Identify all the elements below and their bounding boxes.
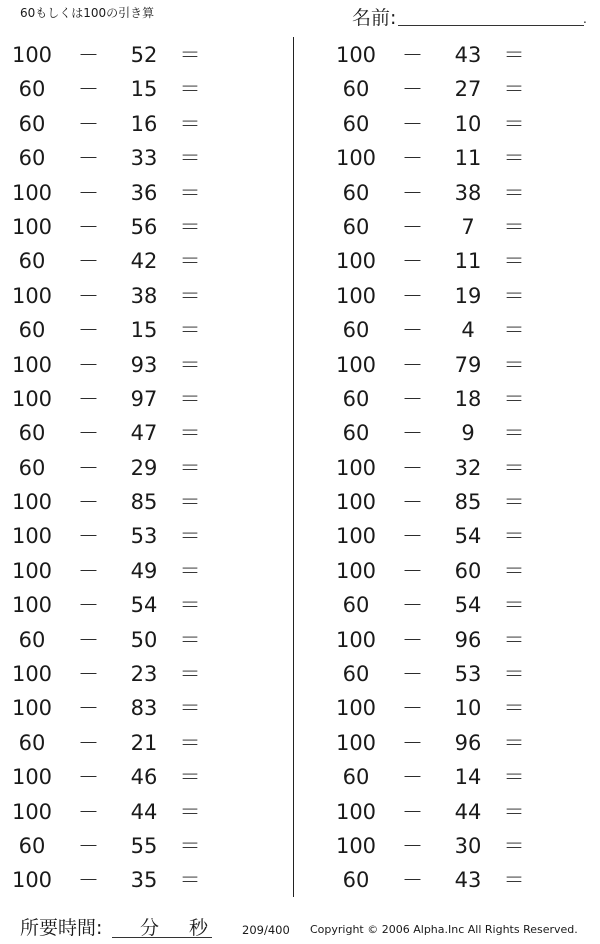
minus-sign: －	[78, 868, 99, 893]
subtrahend: 55	[130, 833, 158, 858]
problem-row	[6, 691, 236, 725]
subtrahend: 50	[130, 627, 158, 652]
minuend: 100	[11, 765, 53, 790]
problem-row	[330, 829, 560, 863]
equals-sign: ＝	[179, 352, 201, 377]
minuend: 100	[335, 283, 377, 308]
minuend: 60	[342, 765, 370, 790]
minus-sign: －	[78, 77, 99, 102]
minus-sign: －	[78, 593, 99, 618]
minus-sign: －	[402, 421, 423, 446]
minus-sign: －	[78, 455, 99, 480]
equals-sign: ＝	[179, 662, 201, 687]
subtrahend: 16	[130, 111, 158, 136]
minus-sign: －	[78, 524, 99, 549]
subtrahend: 35	[130, 868, 158, 893]
minus-sign: －	[402, 627, 423, 652]
problem-row	[6, 38, 236, 72]
minus-sign: －	[402, 868, 423, 893]
equals-sign: ＝	[179, 868, 201, 893]
equals-sign: ＝	[179, 111, 201, 136]
minuend: 100	[11, 662, 53, 687]
minus-sign: －	[78, 214, 99, 239]
problem-row	[330, 863, 560, 897]
problem-row	[6, 554, 236, 588]
minuend: 60	[18, 421, 46, 446]
problem-row	[6, 348, 236, 382]
minuend: 100	[11, 799, 53, 824]
minus-sign: －	[402, 386, 423, 411]
problem-row	[6, 72, 236, 106]
minus-sign: －	[78, 696, 99, 721]
equals-sign: ＝	[503, 696, 525, 721]
equals-sign: ＝	[503, 627, 525, 652]
minuend: 60	[342, 214, 370, 239]
problem-row	[6, 210, 236, 244]
minus-sign: －	[402, 111, 423, 136]
equals-sign: ＝	[179, 214, 201, 239]
worksheet-title: 60もしくは100の引き算	[20, 6, 155, 20]
equals-sign: ＝	[503, 180, 525, 205]
subtrahend: 10	[454, 696, 482, 721]
subtrahend: 96	[454, 730, 482, 755]
minus-sign: －	[78, 490, 99, 515]
page-number: 209/400	[242, 923, 290, 937]
subtrahend: 56	[130, 214, 158, 239]
equals-sign: ＝	[179, 765, 201, 790]
subtrahend: 54	[454, 524, 482, 549]
minus-sign: －	[402, 765, 423, 790]
problem-row	[330, 107, 560, 141]
minus-sign: －	[78, 386, 99, 411]
minus-sign: －	[78, 730, 99, 755]
subtrahend: 42	[130, 249, 158, 274]
problem-row	[6, 863, 236, 897]
minuend: 60	[18, 833, 46, 858]
subtrahend: 54	[130, 593, 158, 618]
problem-row	[330, 485, 560, 519]
problem-row	[330, 72, 560, 106]
minus-sign: －	[78, 249, 99, 274]
problem-column-right	[330, 38, 560, 898]
problem-row	[330, 760, 560, 794]
minuend: 100	[335, 833, 377, 858]
problem-row	[330, 416, 560, 450]
problem-row	[330, 691, 560, 725]
minus-sign: －	[402, 593, 423, 618]
equals-sign: ＝	[179, 180, 201, 205]
equals-sign: ＝	[179, 490, 201, 515]
minus-sign: －	[78, 558, 99, 583]
minus-sign: －	[402, 77, 423, 102]
minuend: 100	[11, 868, 53, 893]
subtrahend: 54	[454, 593, 482, 618]
subtrahend: 9	[461, 421, 475, 446]
subtrahend: 85	[454, 490, 482, 515]
equals-sign: ＝	[503, 593, 525, 618]
minuend: 100	[11, 593, 53, 618]
equals-sign: ＝	[179, 455, 201, 480]
minuend: 100	[335, 558, 377, 583]
problem-row	[6, 279, 236, 313]
subtrahend: 53	[454, 662, 482, 687]
name-field-line[interactable]	[398, 25, 584, 26]
subtrahend: 30	[454, 833, 482, 858]
subtrahend: 46	[130, 765, 158, 790]
problem-row	[330, 623, 560, 657]
minuend: 60	[18, 627, 46, 652]
minuend: 100	[11, 490, 53, 515]
minuend: 100	[335, 730, 377, 755]
subtrahend: 10	[454, 111, 482, 136]
minus-sign: －	[78, 283, 99, 308]
problem-row	[330, 348, 560, 382]
equals-sign: ＝	[179, 146, 201, 171]
equals-sign: ＝	[503, 455, 525, 480]
equals-sign: ＝	[503, 799, 525, 824]
minuend: 100	[11, 214, 53, 239]
equals-sign: ＝	[179, 696, 201, 721]
minus-sign: －	[402, 490, 423, 515]
equals-sign: ＝	[503, 421, 525, 446]
problem-row	[6, 726, 236, 760]
equals-sign: ＝	[179, 421, 201, 446]
problem-row	[330, 451, 560, 485]
subtrahend: 32	[454, 455, 482, 480]
minuend: 100	[335, 249, 377, 274]
minus-sign: －	[78, 111, 99, 136]
subtrahend: 44	[130, 799, 158, 824]
equals-sign: ＝	[179, 833, 201, 858]
subtrahend: 79	[454, 352, 482, 377]
equals-sign: ＝	[503, 524, 525, 549]
minuend: 100	[11, 352, 53, 377]
minuend: 60	[342, 318, 370, 343]
minuend: 60	[342, 662, 370, 687]
minuend: 100	[11, 180, 53, 205]
problem-row	[6, 760, 236, 794]
minus-sign: －	[402, 180, 423, 205]
subtrahend: 11	[454, 249, 482, 274]
equals-sign: ＝	[503, 833, 525, 858]
seconds-label: 秒	[189, 917, 209, 939]
minus-sign: －	[402, 352, 423, 377]
minuend: 60	[342, 180, 370, 205]
subtrahend: 4	[461, 318, 475, 343]
minuend: 60	[342, 386, 370, 411]
problem-row	[6, 313, 236, 347]
minus-sign: －	[78, 799, 99, 824]
subtrahend: 53	[130, 524, 158, 549]
subtrahend: 43	[454, 43, 482, 67]
equals-sign: ＝	[179, 318, 201, 343]
minuend: 100	[335, 490, 377, 515]
minus-sign: －	[78, 180, 99, 205]
problem-row	[6, 795, 236, 829]
subtrahend: 33	[130, 146, 158, 171]
minuend: 60	[342, 593, 370, 618]
minuend: 60	[18, 249, 46, 274]
minus-sign: －	[402, 214, 423, 239]
problem-row	[330, 795, 560, 829]
minus-sign: －	[402, 43, 423, 67]
equals-sign: ＝	[503, 146, 525, 171]
subtrahend: 23	[130, 662, 158, 687]
equals-sign: ＝	[503, 765, 525, 790]
minus-sign: －	[78, 318, 99, 343]
problem-row	[330, 588, 560, 622]
problem-row	[330, 38, 560, 72]
name-label: 名前:	[352, 7, 397, 29]
name-line-end-dot: .	[583, 12, 587, 26]
problem-row	[330, 382, 560, 416]
subtrahend: 97	[130, 386, 158, 411]
minus-sign: －	[402, 318, 423, 343]
minuend: 100	[335, 43, 377, 67]
minuend: 60	[18, 730, 46, 755]
problem-row	[330, 726, 560, 760]
problem-row	[6, 588, 236, 622]
minus-sign: －	[402, 799, 423, 824]
subtrahend: 85	[130, 490, 158, 515]
subtrahend: 43	[454, 868, 482, 893]
minus-sign: －	[402, 833, 423, 858]
minuend: 60	[18, 318, 46, 343]
subtrahend: 7	[461, 214, 475, 239]
equals-sign: ＝	[179, 524, 201, 549]
minus-sign: －	[402, 524, 423, 549]
problem-row	[330, 141, 560, 175]
subtrahend: 96	[454, 627, 482, 652]
minuend: 100	[335, 524, 377, 549]
equals-sign: ＝	[179, 43, 201, 67]
equals-sign: ＝	[179, 558, 201, 583]
minuend: 100	[11, 524, 53, 549]
minus-sign: －	[402, 730, 423, 755]
subtrahend: 47	[130, 421, 158, 446]
problem-row	[6, 107, 236, 141]
minus-sign: －	[402, 662, 423, 687]
problem-row	[330, 176, 560, 210]
equals-sign: ＝	[503, 558, 525, 583]
subtrahend: 36	[130, 180, 158, 205]
subtrahend: 83	[130, 696, 158, 721]
subtrahend: 38	[130, 283, 158, 308]
equals-sign: ＝	[503, 43, 525, 67]
column-divider	[293, 37, 294, 897]
minuend: 100	[335, 455, 377, 480]
problem-row	[6, 451, 236, 485]
subtrahend: 52	[130, 43, 158, 67]
problem-row	[6, 382, 236, 416]
problem-row	[6, 829, 236, 863]
equals-sign: ＝	[503, 214, 525, 239]
minuend: 100	[335, 627, 377, 652]
problem-row	[330, 210, 560, 244]
equals-sign: ＝	[179, 799, 201, 824]
minus-sign: －	[78, 146, 99, 171]
minuend: 100	[11, 386, 53, 411]
problem-row	[6, 141, 236, 175]
equals-sign: ＝	[503, 662, 525, 687]
problem-column-left	[6, 38, 236, 898]
minus-sign: －	[78, 662, 99, 687]
minus-sign: －	[402, 696, 423, 721]
minuend: 60	[342, 111, 370, 136]
subtrahend: 19	[454, 283, 482, 308]
problem-row	[6, 623, 236, 657]
minus-sign: －	[78, 627, 99, 652]
equals-sign: ＝	[503, 730, 525, 755]
minutes-label: 分	[140, 917, 160, 939]
minus-sign: －	[402, 249, 423, 274]
subtrahend: 93	[130, 352, 158, 377]
equals-sign: ＝	[503, 386, 525, 411]
equals-sign: ＝	[179, 593, 201, 618]
subtrahend: 21	[130, 730, 158, 755]
problem-row	[6, 485, 236, 519]
equals-sign: ＝	[503, 868, 525, 893]
equals-sign: ＝	[179, 730, 201, 755]
equals-sign: ＝	[179, 77, 201, 102]
equals-sign: ＝	[179, 386, 201, 411]
subtrahend: 15	[130, 318, 158, 343]
minuend: 100	[11, 43, 53, 67]
problem-row	[330, 313, 560, 347]
minuend: 60	[18, 146, 46, 171]
problem-row	[330, 244, 560, 278]
problem-row	[6, 244, 236, 278]
equals-sign: ＝	[503, 249, 525, 274]
minus-sign: －	[78, 421, 99, 446]
minus-sign: －	[78, 765, 99, 790]
problem-row	[330, 519, 560, 553]
copyright-notice: Copyright © 2006 Alpha.Inc All Rights Reserved.	[310, 923, 578, 936]
equals-sign: ＝	[503, 352, 525, 377]
problem-row	[330, 554, 560, 588]
minuend: 100	[335, 696, 377, 721]
problem-row	[330, 279, 560, 313]
subtrahend: 15	[130, 77, 158, 102]
subtrahend: 38	[454, 180, 482, 205]
subtrahend: 14	[454, 765, 482, 790]
minus-sign: －	[402, 283, 423, 308]
problem-row	[6, 416, 236, 450]
equals-sign: ＝	[179, 249, 201, 274]
subtrahend: 49	[130, 558, 158, 583]
minus-sign: －	[78, 833, 99, 858]
minus-sign: －	[402, 146, 423, 171]
equals-sign: ＝	[503, 111, 525, 136]
subtrahend: 29	[130, 455, 158, 480]
minuend: 60	[342, 421, 370, 446]
minus-sign: －	[402, 455, 423, 480]
minuend: 100	[335, 352, 377, 377]
minuend: 60	[342, 77, 370, 102]
subtrahend: 18	[454, 386, 482, 411]
subtrahend: 11	[454, 146, 482, 171]
minus-sign: －	[78, 352, 99, 377]
minuend: 60	[18, 455, 46, 480]
equals-sign: ＝	[503, 283, 525, 308]
minuend: 100	[11, 558, 53, 583]
equals-sign: ＝	[503, 318, 525, 343]
problem-row	[330, 657, 560, 691]
equals-sign: ＝	[503, 77, 525, 102]
problem-row	[6, 519, 236, 553]
equals-sign: ＝	[179, 627, 201, 652]
equals-sign: ＝	[179, 283, 201, 308]
minuend: 60	[18, 77, 46, 102]
minuend: 100	[11, 283, 53, 308]
minuend: 100	[335, 799, 377, 824]
minuend: 60	[18, 111, 46, 136]
subtrahend: 27	[454, 77, 482, 102]
minuend: 100	[11, 696, 53, 721]
problem-row	[6, 657, 236, 691]
minuend: 60	[342, 868, 370, 893]
subtrahend: 60	[454, 558, 482, 583]
minus-sign: －	[402, 558, 423, 583]
problem-row	[6, 176, 236, 210]
equals-sign: ＝	[503, 490, 525, 515]
subtrahend: 44	[454, 799, 482, 824]
minuend: 100	[335, 146, 377, 171]
minus-sign: －	[78, 43, 99, 67]
time-label: 所要時間:	[20, 917, 103, 939]
